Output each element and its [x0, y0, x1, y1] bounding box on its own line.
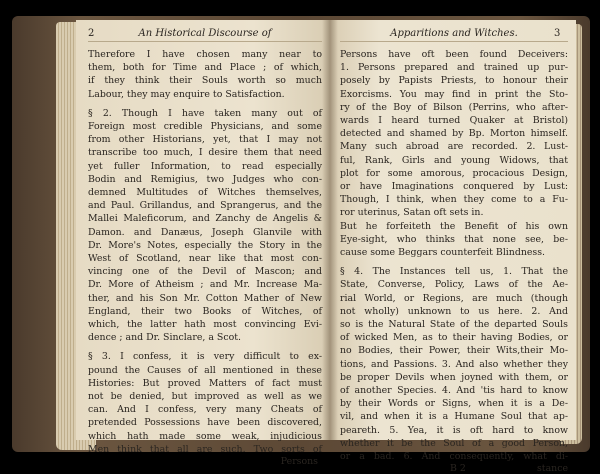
text-line: not be denied, but improved as well as we: [88, 391, 322, 403]
left-page: [76, 20, 330, 468]
left-page-number: 2: [88, 28, 95, 39]
text-line: § 3. I confess, it is very difficult to ex-: [88, 351, 322, 363]
text-line: ther, and his Son Mr. Cotton Mather of New: [88, 292, 322, 304]
text-line: peareth. 5. Yea, it is oft hard to know: [340, 424, 568, 436]
right-catchword: stance: [536, 463, 568, 474]
text-line: of another Species. 4. And 'tis hard to know: [340, 385, 568, 397]
text-line: Dr. More's Notes, especially the Story in the: [88, 239, 322, 251]
text-line: vincing one of the Devil of Mascon; and: [88, 266, 322, 278]
text-line: posely by Papists Priests, to honour their: [340, 75, 568, 87]
text-line: be proper Devils when joyned with them, or: [340, 371, 568, 383]
left-running-title: An Historical Discourse of: [138, 28, 272, 39]
text-line: dence ; and Dr. Sinclare, a Scot.: [88, 332, 241, 344]
text-line: State, Converse, Policy, Laws of the Ae-: [340, 279, 568, 291]
right-running-head: [340, 28, 568, 42]
signature-mark: B 2: [450, 463, 466, 474]
text-line: Mallei Maleficorum, and Zanchy de Angelis &: [88, 213, 322, 225]
text-line: But he forfeiteth the Benefit of his own: [340, 220, 568, 232]
text-line: England, their two Books of Witches, of: [88, 305, 322, 317]
text-line: if they think their Souls worth so much: [88, 75, 322, 87]
text-line: rial World, or Regions, are much (though: [340, 292, 568, 304]
text-line: yet fuller Information, to read especially: [88, 160, 322, 172]
text-line: transcribe too much, I desire them that need: [88, 147, 322, 159]
text-line: not wholly) unknown to us here. 2. And: [340, 305, 568, 317]
text-line: 1. Persons prepared and trained up pur-: [340, 62, 568, 74]
text-line: by their Words or Signs, when it is a De-: [340, 398, 568, 410]
text-line: ry of the Boy of Bilson (Perrins, who after-: [340, 101, 568, 113]
text-line: cause some Beggars counterfeit Blindness.: [340, 247, 546, 259]
text-line: no Bodies, their Power, their Wits,their Mo-: [340, 345, 568, 357]
text-line: Histories: But proved Matters of fact must: [88, 377, 322, 389]
text-line: tions, and Passions. 3. And also whether they: [340, 358, 568, 370]
text-line: can. And I confess, very many Cheats of: [88, 404, 322, 416]
text-line: which, the latter hath most convincing Evi-: [88, 319, 322, 331]
text-line: pretended Possessions have been discovered,: [88, 417, 322, 429]
text-line: of wicked Men, as to their having Bodies, or: [340, 332, 568, 344]
book-gutter: [322, 20, 338, 440]
text-line: wards I heard turned Quaker at Bristol): [340, 115, 568, 127]
text-line: from other Historians, yet, that I may not: [88, 134, 322, 146]
text-line: so is the Natural State of the departed Souls: [340, 319, 568, 331]
text-line: or have Imaginations conquered by Lust:: [340, 181, 568, 193]
text-line: Foreign most credible Physicians, and some: [88, 121, 322, 133]
text-line: Though, I think, when they come to a Fu-: [340, 194, 568, 206]
text-line: demned Multitudes of Witches themselves,: [88, 187, 322, 199]
text-line: Many such abroad are recorded. 2. Lust-: [340, 141, 568, 153]
right-page-footer: [340, 463, 568, 474]
left-running-head: [88, 28, 322, 42]
text-line: which hath made some weak, injudicious: [88, 430, 322, 442]
text-line: Eye-sight, who thinks that none see, be-: [340, 233, 568, 245]
text-line: and Paul. Grillandus, and Sprangerus, and the: [88, 200, 322, 212]
text-line: pound the Causes of all mentioned in these: [88, 364, 322, 376]
text-line: § 2. Though I have taken many out of: [88, 107, 322, 119]
text-line: § 4. The Instances tell us, 1. That the: [340, 266, 568, 278]
right-running-title: Apparitions and Witches.: [390, 28, 518, 39]
text-line: plot for some amorous, procacious Design,: [340, 167, 568, 179]
text-line: detected and shamed by Bp. Morton himself.: [340, 128, 568, 140]
text-line: ror uterinus, Satan oft sets in.: [340, 207, 484, 219]
text-line: Persons have oft been found Deceivers:: [340, 49, 568, 60]
right-page-number: 3: [554, 28, 561, 39]
text-line: ful, Rank, Girls and young Widows, that: [340, 154, 568, 166]
text-line: or a bad. 6. And consequently, what di-: [340, 451, 568, 463]
text-line: Exorcisms. You may find in print the Sto-: [340, 88, 568, 100]
text-line: Dr. More of Atheism ; and Mr. Increase Ma-: [88, 279, 322, 291]
text-line: Damon. and Danæus, Joseph Glanvile with: [88, 226, 322, 238]
text-line: Bodin and Remigius, two Judges who con-: [88, 173, 322, 185]
left-page-text: [88, 48, 322, 456]
text-line: Men think that all are such. Two sorts of: [88, 443, 322, 455]
text-line: whether it be the Soul of a good Person,: [340, 437, 568, 449]
right-page-text: [340, 48, 568, 463]
text-line: Labour, they may enquire to Satisfaction.: [88, 88, 285, 100]
text-line: vil, and when it is a Humane Soul that ap-: [340, 411, 568, 423]
left-catchword: Persons: [280, 456, 318, 468]
text-line: Therefore I have chosen many near to: [88, 49, 322, 60]
right-page: [330, 20, 576, 474]
text-line: West of Scotland, near like that most con-: [88, 253, 322, 265]
text-line: them, both for Time and Place ; of which,: [88, 62, 322, 74]
